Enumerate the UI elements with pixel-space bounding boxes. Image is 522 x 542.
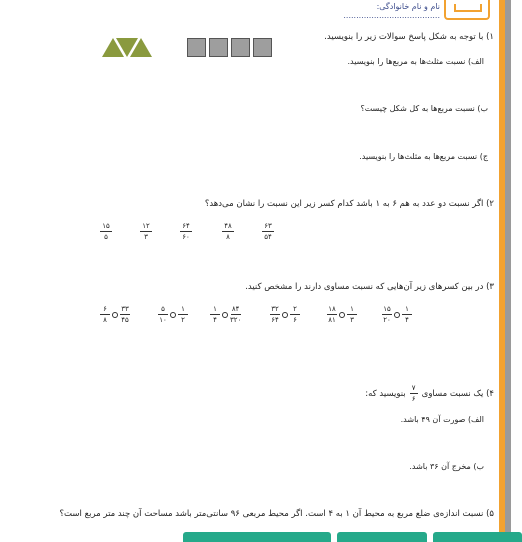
q3-pair-3-b-den: ۶ — [293, 316, 297, 324]
square-shape-3 — [231, 38, 250, 57]
square-shape-4 — [253, 38, 272, 57]
q2-option-5-num: ۱۵ — [102, 222, 110, 230]
question-1c: ج) نسبت مربع‌ها به مثلث‌ها را بنویسید. — [359, 152, 488, 161]
square-shape-1 — [187, 38, 206, 57]
triangles-group — [102, 38, 144, 58]
question-4-num: ۷ — [411, 384, 416, 392]
q2-option-5-den: ۵ — [104, 233, 108, 241]
q3-pair-6 — [100, 305, 130, 324]
q2-option-4-num: ۱۲ — [142, 222, 150, 230]
footer-button-2[interactable] — [337, 532, 427, 542]
q3-pair-6-b-num: ۳۳ — [121, 305, 129, 313]
q2-option-2 — [222, 222, 234, 241]
question-1b: ب) نسبت مربع‌ها به کل شکل چیست؟ — [360, 104, 488, 113]
question-4b: ب) مخرج آن ۳۶ باشد. — [409, 462, 484, 471]
q3-pair-3-a-num: ۳۲ — [271, 305, 279, 313]
question-5: ۵) نسبت اندازه‌ی ضلع مربع به محیط آن ۱ به ۴ است. اگر محیط مربعی ۹۶ سانتی‌متر باشد مساحت آن چند متر مربع است؟ — [59, 509, 494, 519]
q2-option-1-den: ۵۴ — [264, 233, 272, 241]
q3-pair-5 — [158, 305, 188, 324]
q3-pair-1 — [382, 305, 412, 324]
square-shape-2 — [209, 38, 228, 57]
q3-pair-6-b-den: ۴۵ — [121, 316, 129, 324]
q3-pair-4-circle[interactable] — [222, 312, 228, 318]
q3-pair-2-b-num: ۱ — [350, 305, 354, 313]
q3-pair-1-b-den: ۴ — [405, 316, 409, 324]
question-4 — [365, 384, 494, 403]
question-4a: الف) صورت آن ۴۹ باشد. — [400, 415, 484, 424]
footer-button-3[interactable] — [433, 532, 522, 542]
question-1a: الف) نسبت مثلث‌ها به مربع‌ها را بنویسید. — [347, 57, 484, 66]
q2-option-4 — [140, 222, 152, 241]
question-4-den: ۶ — [411, 395, 416, 403]
q2-option-4-den: ۳ — [144, 233, 148, 241]
q3-pair-4-b-den: ۳۲۰ — [230, 316, 242, 324]
q2-option-3-num: ۶۴ — [182, 222, 190, 230]
q3-pair-2-a-den: ۸۱ — [328, 316, 336, 324]
question-1: ۱) با توجه به شکل پاسخ سوالات زیر را بنویسید. — [324, 32, 494, 42]
q3-pair-4-b-num: ۸۴ — [231, 305, 240, 313]
question-2: ۲) اگر نسبت دو عدد به هم ۶ به ۱ باشد کدام کسر زیر این نسبت را نشان می‌دهد؟ — [204, 199, 494, 209]
logo-icon — [444, 0, 490, 20]
q3-pair-3-a-den: ۶۴ — [271, 316, 279, 324]
q3-pair-1-circle[interactable] — [394, 312, 400, 318]
triangle-shape-3 — [130, 38, 152, 57]
q3-pair-6-a-den: ۸ — [103, 316, 107, 324]
name-line — [285, 2, 440, 20]
name-label: نام و نام خانوادگی: — [376, 2, 440, 11]
q2-option-1-num: ۶۳ — [264, 222, 272, 230]
q3-pair-5-a-den: ۱۰ — [159, 316, 167, 324]
squares-group — [187, 38, 272, 57]
q3-pair-6-a-num: ۶ — [103, 305, 107, 313]
q2-option-1 — [262, 222, 274, 241]
q3-pair-3 — [270, 305, 300, 324]
q3-pair-2-circle[interactable] — [339, 312, 345, 318]
name-dots: ...................................... — [343, 11, 440, 20]
q2-option-3-den: ۶۰ — [182, 233, 190, 241]
q3-pair-1-b-num: ۱ — [405, 305, 409, 313]
q3-pair-4 — [210, 305, 241, 324]
footer-button-1[interactable] — [183, 532, 331, 542]
q3-pair-2-b-den: ۳ — [350, 316, 354, 324]
question-4-suffix: بنویسید که: — [365, 388, 406, 399]
q3-pair-4-a-num: ۱ — [213, 305, 217, 313]
question-4-fraction — [410, 384, 418, 403]
page-border-gray — [505, 0, 511, 540]
q3-pair-3-circle[interactable] — [282, 312, 288, 318]
q3-pair-1-a-num: ۱۵ — [383, 305, 391, 313]
q3-pair-2-a-num: ۱۸ — [328, 305, 336, 313]
q2-option-3 — [180, 222, 192, 241]
q3-pair-2 — [327, 305, 357, 324]
q3-pair-5-b-den: ۲ — [181, 316, 185, 324]
q3-pair-5-a-num: ۵ — [161, 305, 165, 313]
q3-pair-4-a-den: ۴ — [213, 316, 217, 324]
q2-option-2-num: ۴۸ — [224, 222, 232, 230]
q3-pair-5-b-num: ۱ — [181, 305, 185, 313]
q3-pair-3-b-num: ۲ — [293, 305, 297, 313]
q3-pair-5-circle[interactable] — [170, 312, 176, 318]
q2-option-2-den: ۸ — [226, 233, 230, 241]
q2-option-5 — [100, 222, 112, 241]
q3-pair-1-a-den: ۲۰ — [383, 316, 391, 324]
question-3: ۳) در بین کسرهای زیر آن‌هایی که نسبت مساوی دارند را مشخص کنید. — [245, 282, 494, 292]
q3-pair-6-circle[interactable] — [112, 312, 118, 318]
question-4-prefix: ۴) یک نسبت مساوی — [421, 388, 494, 399]
